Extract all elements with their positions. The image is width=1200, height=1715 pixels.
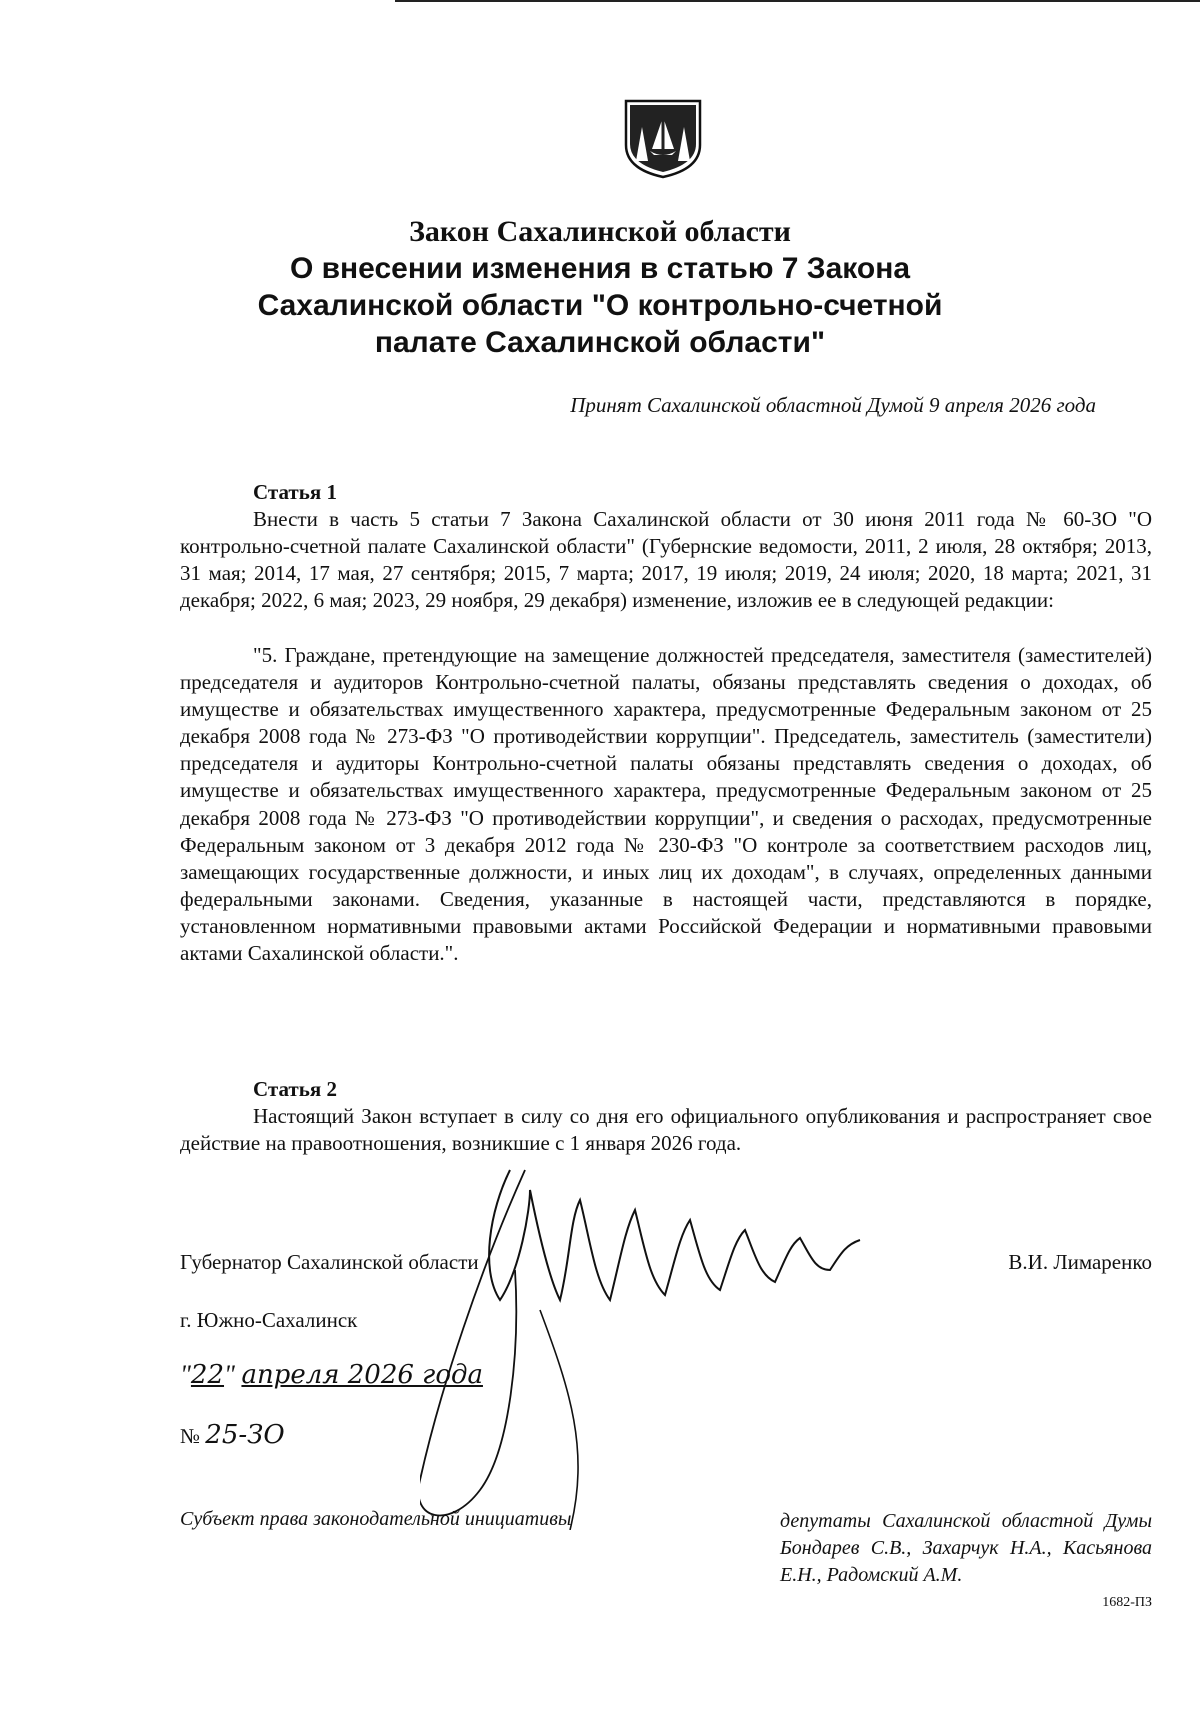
article-1-paragraph-2: "5. Граждане, претендующие на замещение должностей председателя, заместителя (заместителей) председателя и аудиторов Контрольно-счетной палаты, обязаны представлять сведения о доходах, об имуществе и обязательствах имущественного характера, предусмотренные Федеральным законом от 25 декабря 2008 года № 273-ФЗ "О противодействии коррупции". Председатель, заместитель (заместители) председателя и аудиторы Контрольно-счетной палаты обязаны представлять сведения о доходах, об имуществе и обязательствах имущественного характера, предусмотренные Федеральным законом от 25 декабря 2008 года № 273-ФЗ "О противодействии коррупции", и сведения о расходах, предусмотренные Федеральным законом от 3 декабря 2012 года № 230-ФЗ "О контроле за соответствием расходов лиц, замещающих государственные должности, и иных лиц их доходам", в случаях, определенных данными федеральными законами. Сведения, указанные в настоящей части, представляются в порядке, установленном нормативными правовыми актами Российской Федерации и нормативными правовыми актами Сахалинской области.". xyxy=(180,643,1152,966)
title-line-2: О внесении изменения в статью 7 Закона xyxy=(289,252,911,285)
title-line-1: Закон Сахалинской области xyxy=(409,215,791,248)
article-1-heading: Статья 1 xyxy=(253,480,337,504)
date-open-quote: " xyxy=(180,1360,191,1389)
date-day: 22 xyxy=(190,1360,225,1390)
article-1-paragraph-1: Внести в часть 5 статьи 7 Закона Сахалинской области от 30 июня 2011 года № 60-ЗО "О контрольно-счетной палате Сахалинской области" (Губернские ведомости, 2011, 2 июля, 28 октября; 2013, 31 мая; 2014, 17 мая, 27 сентября; 2015, 7 марта; 2017, 19 июля; 2019, 24 июля; 2020, 18 марта; 2021, 31 декабря; 2022, 6 мая; 2023, 29 ноября, 29 декабря) изменение, изложив ее в следующей редакции: xyxy=(180,507,1152,613)
law-number xyxy=(180,1420,285,1450)
date-close-quote: " xyxy=(224,1360,235,1389)
sakhalin-coat-of-arms-icon xyxy=(622,97,704,179)
article-2-paragraph-1: Настоящий Закон вступает в силу со дня его официального опубликования и распространяет свое действие на правоотношения, возникшие с 1 января 2026 года. xyxy=(180,1104,1152,1156)
signing-city: г. Южно-Сахалинск xyxy=(180,1308,358,1332)
number-prefix: № xyxy=(180,1424,201,1448)
title-line-3: Сахалинской области "О контрольно-счетной xyxy=(257,289,943,322)
governor-position: Губернатор Сахалинской области xyxy=(180,1250,479,1274)
document-code: 1682-ПЗ xyxy=(1102,1595,1152,1610)
governor-name: В.И. Лимаренко xyxy=(1008,1250,1152,1274)
initiative-subject-label: Субъект права законодательной инициативы xyxy=(180,1508,572,1530)
title-line-4: палате Сахалинской области" xyxy=(374,326,826,359)
adoption-note: Принят Сахалинской областной Думой 9 апреля 2026 года xyxy=(570,393,1096,417)
number-value: 25-ЗО xyxy=(205,1420,285,1450)
date-month-year: апреля 2026 года xyxy=(241,1360,483,1390)
signature-icon xyxy=(420,1150,980,1530)
top-border-line xyxy=(395,0,1200,2)
article-2-heading: Статья 2 xyxy=(253,1077,337,1101)
signing-date xyxy=(180,1360,483,1390)
law-title xyxy=(0,214,1200,361)
initiative-subject-value: депутаты Сахалинской областной Думы Бондарев С.В., Захарчук Н.А., Касьянова Е.Н., Радомский А.М. xyxy=(780,1510,1152,1586)
